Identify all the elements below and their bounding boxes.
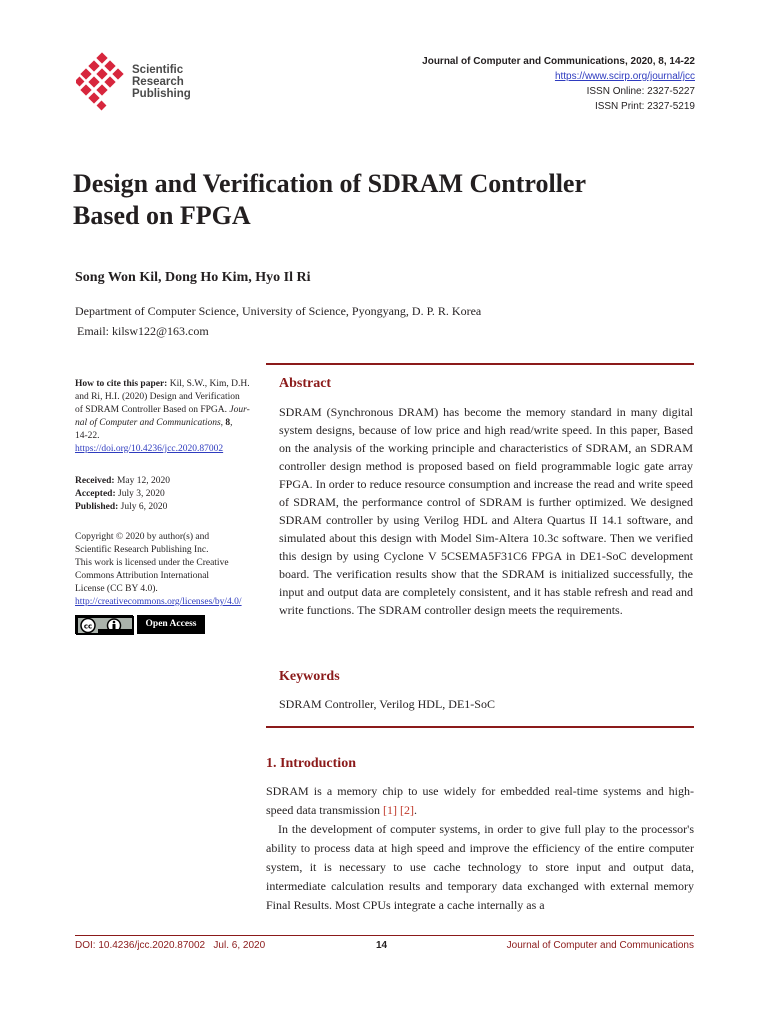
footer-rule (75, 935, 694, 936)
cite-label: How to cite this paper: (75, 379, 168, 389)
cite-journal-1: Jour- (229, 405, 250, 415)
title-line-1: Design and Verification of SDRAM Controller (73, 169, 587, 198)
publisher-name-line1: Scientific (132, 64, 184, 76)
published-label: Published: (75, 502, 119, 512)
abstract-top-rule (266, 363, 694, 365)
keywords-bottom-rule (266, 726, 694, 728)
page-number: 14 (376, 940, 388, 951)
cite-pages: 14-22. (75, 431, 100, 441)
issn-online: ISSN Online: 2327-5227 (586, 86, 695, 97)
cite-journal-2: nal of Computer and Communications (75, 418, 221, 428)
publisher-logo (76, 52, 206, 112)
author-email: Email: kilsw122@163.com (77, 324, 209, 338)
dates-block (75, 475, 265, 514)
journal-citation: Journal of Computer and Communications, 2020, 8, 14-22 (422, 56, 695, 67)
affiliation: Department of Computer Science, University of Science, Pyongyang, D. P. R. Korea (75, 304, 482, 318)
keywords-text: SDRAM Controller, Verilog HDL, DE1-SoC (279, 697, 495, 711)
open-access-badge: Open Access (137, 615, 205, 634)
paper-title (73, 168, 693, 232)
cite-volume: 8 (225, 418, 231, 428)
received-date: May 12, 2020 (114, 476, 170, 486)
intro-paragraph-2: In the development of computer systems, in order to give full play to the processor's ability to process data at high speed and improve the efficiency of the entire computer system, it is necessary to use cache technology to store input and output data, intermediate calculation results and temporary data exchanged with external memory Final Results. Most CPUs integrate a cache internally as a (266, 822, 694, 912)
published-date: July 6, 2020 (118, 502, 168, 512)
citation-block: How to cite this paper: Kil, S.W., Kim, D.H. and Ri, H.I. (2020) Design and Verification of SDRAM Controller Based on FPGA. Jour- nal of Computer and Communications, 8, 14-22. https://doi.org/10.4236/jcc.2020.87002 (75, 379, 250, 454)
intro-paragraph-1 (266, 782, 694, 820)
intro-p1-text: SDRAM is a memory chip to use widely for embedded real-time systems and high-speed data transmission (266, 784, 694, 817)
issn-print: ISSN Print: 2327-5219 (594, 101, 695, 112)
introduction-heading: 1. Introduction (266, 756, 356, 771)
accepted-label: Accepted: (75, 489, 116, 499)
intro-references[interactable]: [1] [2] (382, 803, 414, 817)
cite-doi-link[interactable]: https://doi.org/10.4236/jcc.2020.87002 (75, 444, 224, 454)
received-label: Received: (75, 476, 115, 486)
intro-p1-end: . (413, 803, 417, 817)
abstract-text: SDRAM (Synchronous DRAM) has become the memory standard in many digital system designs, because of low price and high read/write speed. In this paper, Based on the analysis of the working principle and characteristics of SDRAM, an SDRAM controller design method is proposed based on field programmable logic gate array FPGA. In order to reduce resource consumption and increase the read and write speed of SDRAM, the performance control of SDRAM is further optimized. We designed SDRAM controller by using Verilog HDL and Altera Quartus II 14.1 software, and simulated about this design with Model Sim-Altera 10.3c software. Then we verified this design by using Cyclone V 5CSEMA5F31C6 FPGA in DE1-SoC development board. The verification results show that the SDRAM is initialized successfully, the input and output data are completely consistent, and it has stable refresh and read and write functions. The SDRAM controller design meets the requirements. (279, 405, 693, 617)
copyright-line-2: Scientific Research Publishing Inc. (75, 545, 209, 555)
cite-text-3: of SDRAM Controller Based on FPGA. (75, 405, 230, 415)
footer-doi: DOI: 10.4236/jcc.2020.87002 Jul. 6, 2020 (75, 940, 266, 951)
scirp-logo-icon (76, 52, 130, 112)
keywords-heading: Keywords (279, 669, 340, 684)
copyright-line-3: This work is licensed under the Creative (75, 558, 229, 568)
author-list: Song Won Kil, Dong Ho Kim, Hyo Il Ri (75, 270, 311, 285)
accepted-date: July 3, 2020 (115, 489, 165, 499)
cite-text-2: and Ri, H.I. (2020) Design and Verification (75, 392, 240, 402)
copyright-block (75, 531, 265, 609)
cite-text-1: Kil, S.W., Kim, D.H. (167, 379, 250, 389)
journal-url-link[interactable]: https://www.scirp.org/journal/jcc (554, 71, 695, 82)
abstract-heading: Abstract (279, 376, 332, 391)
copyright-line-5: License (CC BY 4.0). (75, 584, 158, 594)
cc-icon (76, 616, 134, 635)
copyright-line-1: Copyright © 2020 by author(s) and (75, 532, 210, 542)
cc-by-badge[interactable] (75, 615, 133, 634)
svg-text:cc: cc (83, 622, 93, 631)
footer-journal-name: Journal of Computer and Communications (506, 940, 694, 951)
copyright-line-4: Commons Attribution International (75, 571, 210, 581)
publisher-name-line2: Research (132, 76, 184, 88)
publisher-name-line3: Publishing (132, 88, 191, 100)
license-link[interactable]: http://creativecommons.org/licenses/by/4.0/ (75, 597, 242, 607)
title-line-2: Based on FPGA (73, 201, 251, 230)
